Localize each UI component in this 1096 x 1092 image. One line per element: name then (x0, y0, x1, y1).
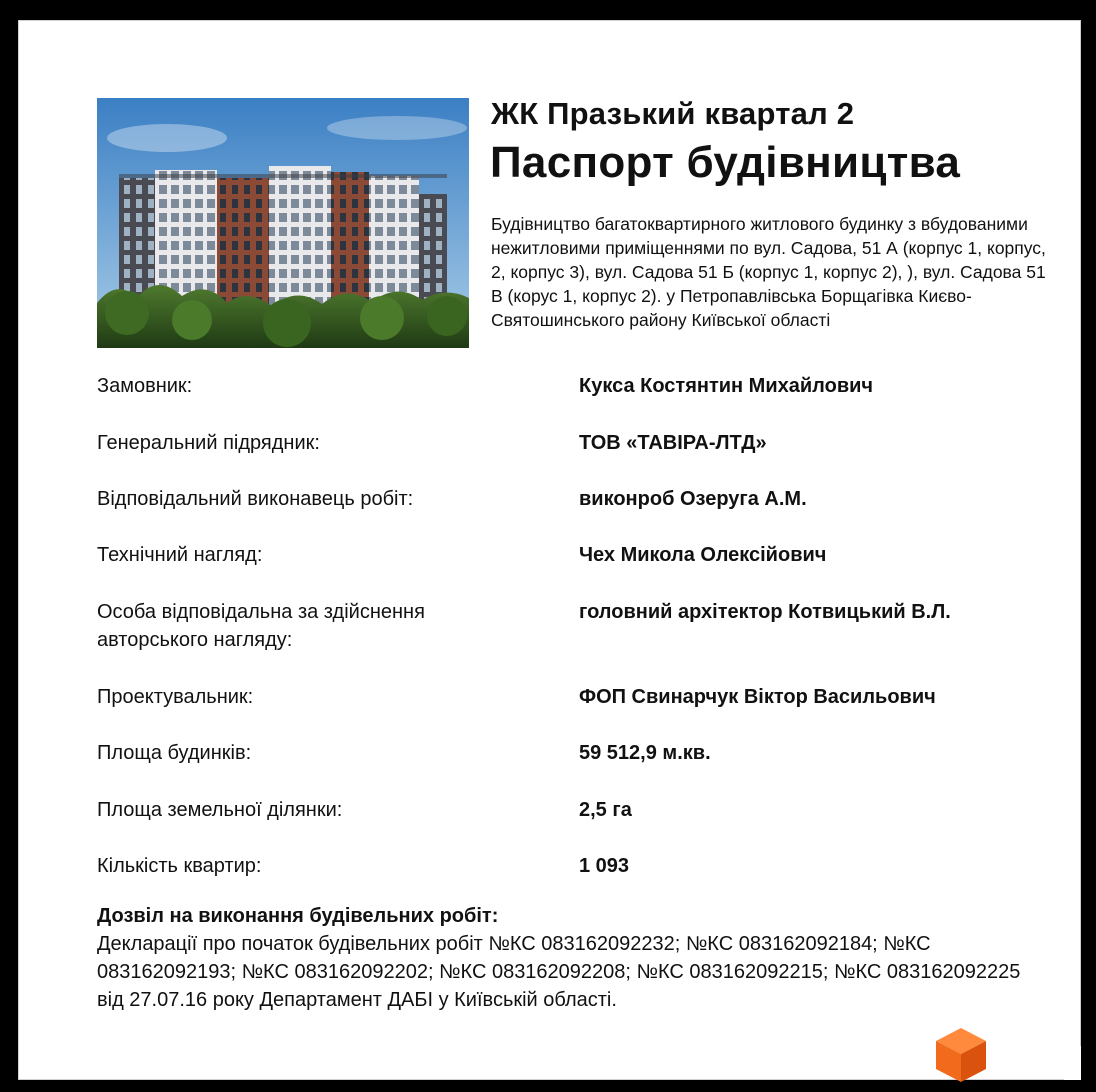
detail-label: Площа будинків: (97, 742, 252, 764)
project-name: ЖК Празький квартал 2 (491, 96, 855, 131)
detail-value: 59 512,9 м.кв. (579, 742, 711, 764)
passport-page (18, 20, 1081, 1080)
detail-label: Площа земельної ділянки: (97, 799, 343, 821)
detail-value: виконроб Озеруга А.М. (579, 488, 807, 510)
detail-value: Чех Микола Олексійович (579, 544, 827, 566)
detail-value: ФОП Свинарчук Віктор Васильович (579, 686, 936, 708)
page-corner (1064, 1046, 1081, 1080)
detail-label: Технічний нагляд: (97, 544, 263, 566)
page-title: Паспорт будівництва (490, 138, 961, 187)
permit-text: Декларації про початок будівельних робіт №КС 083162092232; №КС 083162092184; №КС 083162092193; №КС 083162092202; №КС 083162092208; №КС 083162092215; №КС 083162092225 від 27.07.16 року Департамент ДАБІ у Київській області. (97, 933, 1021, 1011)
detail-label: Замовник: (97, 375, 193, 397)
detail-label: Кількість квартир: (97, 855, 262, 877)
detail-value: 2,5 га (579, 799, 632, 821)
detail-value: головний архітектор Котвицький В.Л. (579, 601, 951, 623)
detail-value: Кукса Костянтин Михайлович (579, 375, 874, 397)
detail-value: ТОВ «ТАВІРА-ЛТД» (579, 432, 767, 454)
detail-value: 1 093 (579, 855, 630, 877)
detail-label: Відповідальний виконавець робіт: (97, 488, 414, 510)
permit-section (97, 902, 1037, 1014)
orange-cube-icon (934, 1026, 988, 1084)
building-photo (97, 98, 469, 348)
detail-label: Генеральний підрядник: (97, 432, 320, 454)
permit-heading: Дозвіл на виконання будівельних робіт: (97, 905, 499, 927)
detail-label: Проектувальник: (97, 686, 254, 708)
detail-label: Особа відповідальна за здійснення авторського нагляду: (97, 601, 425, 651)
project-description: Будівництво багатоквартирного житлового будинку з вбудованими нежитловими приміщеннями по вул. Садова, 51 А (корпус 1, корпус, 2, корпус 3), вул. Садова 51 Б (корпус 1, корпус 2), ), вул. Садова 51 В (корус 1, корпус 2). у Петропавлівська Борщагівка Києво-Святошинського району Київської області (491, 214, 1046, 330)
